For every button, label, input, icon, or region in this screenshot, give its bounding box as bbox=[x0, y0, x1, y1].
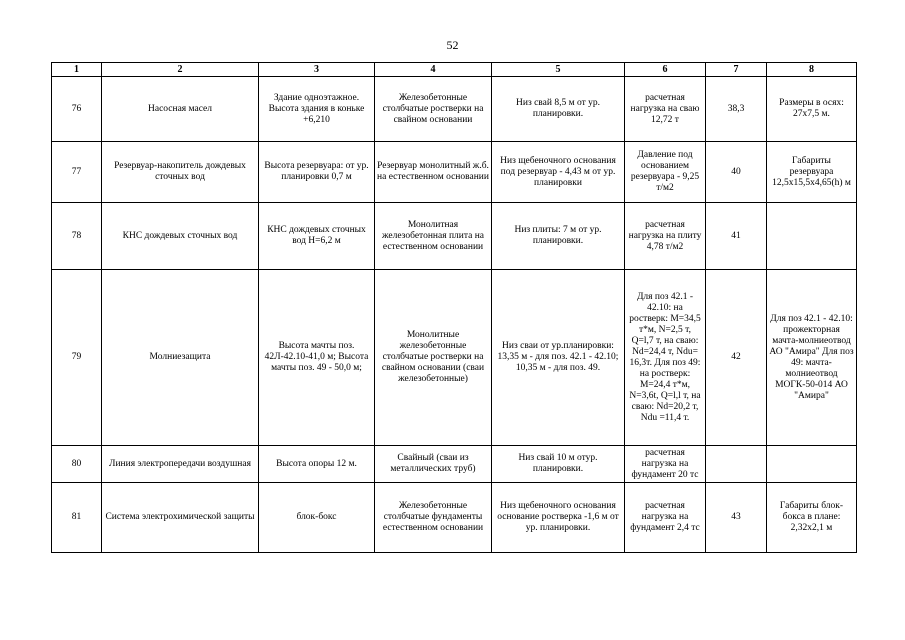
foundation-type: Резервуар монолитный ж.б. на естественном основании bbox=[375, 142, 492, 203]
object-name: Насосная масел bbox=[102, 77, 259, 142]
object-name: Молниезащита bbox=[102, 270, 259, 446]
object-height: блок-бокс bbox=[259, 483, 375, 553]
object-name: Резервуар-накопитель дождевых сточных вод bbox=[102, 142, 259, 203]
row-number: 78 bbox=[52, 203, 102, 270]
notes bbox=[767, 203, 857, 270]
row-number: 76 bbox=[52, 77, 102, 142]
header-cell: 7 bbox=[706, 63, 767, 77]
foundation-type: Железобетонные столбчатые фундаменты естественном основании bbox=[375, 483, 492, 553]
foundation-depth: Низ щебеночного основания под резервуар - 4,43 м от ур. планировки bbox=[492, 142, 625, 203]
foundation-depth: Низ щебеночного основания основание ростверка -1,6 м от ур. планировки. bbox=[492, 483, 625, 553]
object-name: Линия электропередачи воздушная bbox=[102, 446, 259, 483]
header-cell: 4 bbox=[375, 63, 492, 77]
design-load: расчетная нагрузка на фундамент 2,4 тс bbox=[625, 483, 706, 553]
header-cell: 1 bbox=[52, 63, 102, 77]
design-load: расчетная нагрузка на плиту 4,78 т/м2 bbox=[625, 203, 706, 270]
foundation-type: Монолитные железобетонные столбчатые ростверки на свайном основании (сваи железобетонные) bbox=[375, 270, 492, 446]
design-load: расчетная нагрузка на сваю 12,72 т bbox=[625, 77, 706, 142]
header-cell: 6 bbox=[625, 63, 706, 77]
row-number: 77 bbox=[52, 142, 102, 203]
foundation-depth: Низ сваи от ур.планировки: 13,35 м - для поз. 42.1 - 42.10; 10,35 м - для поз. 49. bbox=[492, 270, 625, 446]
table-row bbox=[52, 203, 857, 270]
foundation-type: Железобетонные столбчатые ростверки на свайном основании bbox=[375, 77, 492, 142]
header-cell: 2 bbox=[102, 63, 259, 77]
foundation-type: Монолитная железобетонная плита на естественном основании bbox=[375, 203, 492, 270]
foundation-depth: Низ плиты: 7 м от ур. планировки. bbox=[492, 203, 625, 270]
table-row bbox=[52, 446, 857, 483]
page-number: 52 bbox=[446, 38, 459, 52]
object-height: Высота мачты поз. 42Л-42.10-41,0 м; Высота мачты поз. 49 - 50,0 м; bbox=[259, 270, 375, 446]
col7-value: 38,3 bbox=[706, 77, 767, 142]
header-cell: 3 bbox=[259, 63, 375, 77]
table-row bbox=[52, 77, 857, 142]
col7-value: 40 bbox=[706, 142, 767, 203]
design-load: расчетная нагрузка на фундамент 20 тс bbox=[625, 446, 706, 483]
foundation-type: Свайный (сваи из металлических труб) bbox=[375, 446, 492, 483]
table-row bbox=[52, 483, 857, 553]
design-load: Для поз 42.1 - 42.10: на ростверк: М=34,5 т*м, N=2,5 т, Q=l,7 т, на сваю: Nd=24,4 т, Ndu= 16,3т. Для поз 49: на ростверк: М=24,4 т*м, N=3,6t, Q=l,l т, на сваю: Nd=20,2 т, Ndu =11,4 т. bbox=[625, 270, 706, 446]
spec-table bbox=[51, 62, 857, 553]
col7-value: 43 bbox=[706, 483, 767, 553]
notes: Для поз 42.1 - 42.10: прожекторная мачта-молниеотвод АО "Амира" Для поз 49: мачта-молниеотвод МОГК-50-014 АО "Амира" bbox=[767, 270, 857, 446]
col7-value bbox=[706, 446, 767, 483]
notes: Размеры в осях: 27х7,5 м. bbox=[767, 77, 857, 142]
header-cell: 8 bbox=[767, 63, 857, 77]
col7-value: 41 bbox=[706, 203, 767, 270]
table-row bbox=[52, 142, 857, 203]
header-cell: 5 bbox=[492, 63, 625, 77]
table-row bbox=[52, 270, 857, 446]
row-number: 81 bbox=[52, 483, 102, 553]
foundation-depth: Низ свай 8,5 м от ур. планировки. bbox=[492, 77, 625, 142]
object-name: Система электрохимической защиты bbox=[102, 483, 259, 553]
col7-value: 42 bbox=[706, 270, 767, 446]
object-name: КНС дождевых сточных вод bbox=[102, 203, 259, 270]
object-height: КНС дождевых сточных вод Н=6,2 м bbox=[259, 203, 375, 270]
notes bbox=[767, 446, 857, 483]
design-load: Давление под основанием резервуара - 9,25 т/м2 bbox=[625, 142, 706, 203]
row-number: 79 bbox=[52, 270, 102, 446]
object-height: Высота резервуара: от ур. планировки 0,7 м bbox=[259, 142, 375, 203]
object-height: Высота опоры 12 м. bbox=[259, 446, 375, 483]
header-row bbox=[52, 63, 857, 77]
foundation-depth: Низ свай 10 м отур. планировки. bbox=[492, 446, 625, 483]
notes: Габариты резервуара 12,5х15,5х4,65(h) м bbox=[767, 142, 857, 203]
notes: Габариты блок-бокса в плане: 2,32х2,1 м bbox=[767, 483, 857, 553]
object-height: Здание одноэтажное. Высота здания в коньке +6,210 bbox=[259, 77, 375, 142]
row-number: 80 bbox=[52, 446, 102, 483]
